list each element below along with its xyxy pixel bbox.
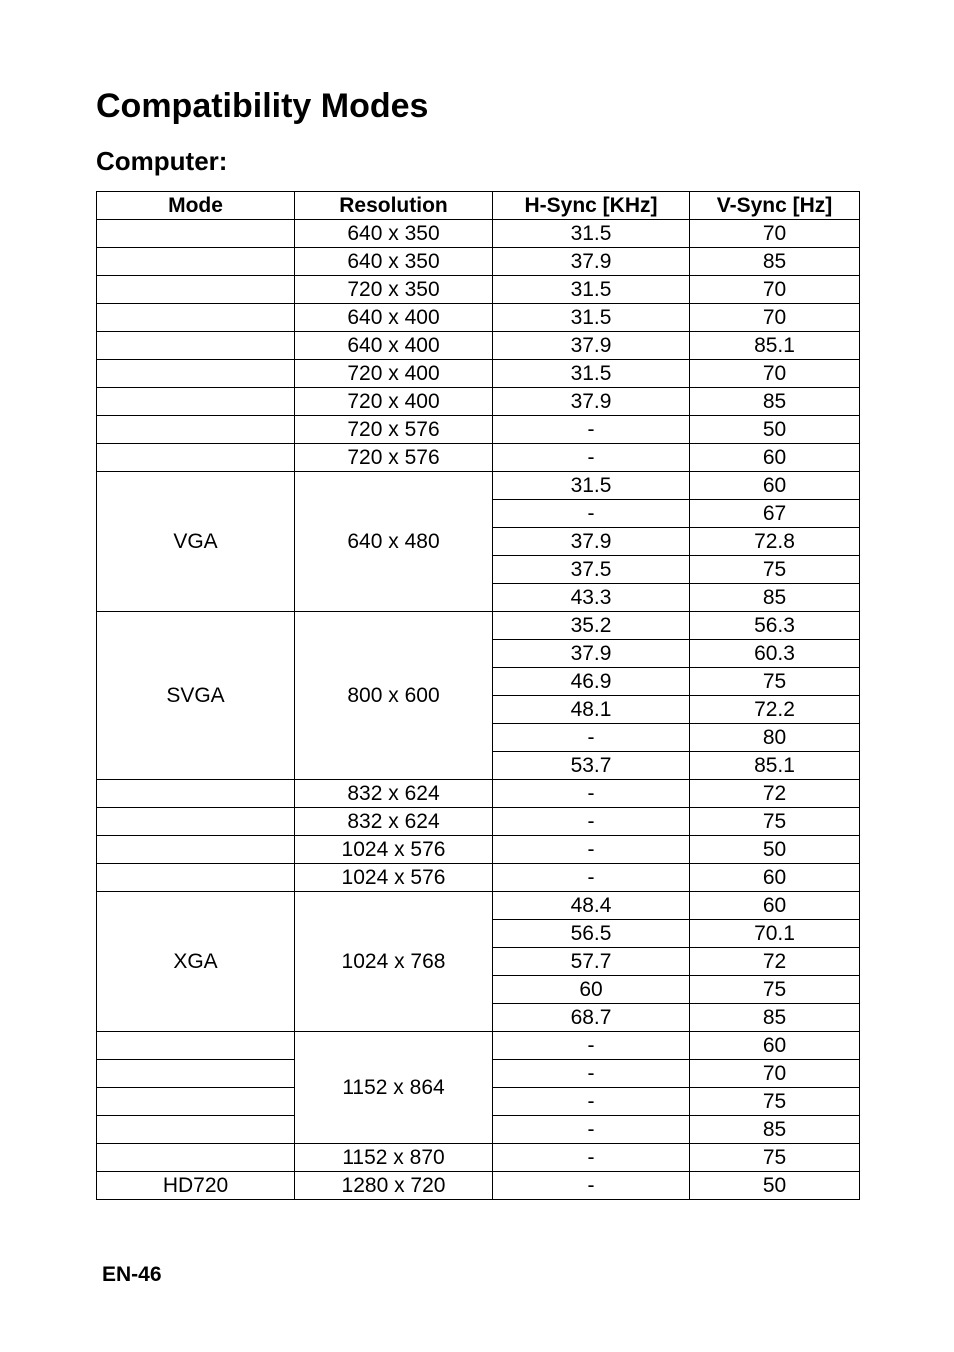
table-header-row [97,192,860,220]
hsync-cell: 37.9 [493,528,690,556]
compatibility-table [96,191,860,1200]
table-row [97,1032,860,1060]
mode-cell [97,1032,295,1060]
mode-cell [97,248,295,276]
resolution-cell: 640 x 480 [295,472,493,612]
mode-cell [97,1088,295,1116]
hsync-cell: - [493,1032,690,1060]
hsync-cell: - [493,1172,690,1200]
table-body [97,220,860,1200]
vsync-cell: 75 [690,808,860,836]
vsync-cell: 85 [690,248,860,276]
hsync-cell: 46.9 [493,668,690,696]
hsync-cell: 31.5 [493,276,690,304]
vsync-cell: 60 [690,864,860,892]
hsync-cell: 37.9 [493,640,690,668]
resolution-cell: 640 x 350 [295,220,493,248]
resolution-cell: 720 x 400 [295,360,493,388]
vsync-cell: 70 [690,1060,860,1088]
vsync-cell: 70 [690,360,860,388]
hsync-cell: 60 [493,976,690,1004]
table-row [97,836,860,864]
resolution-cell: 640 x 400 [295,304,493,332]
resolution-cell: 1152 x 864 [295,1032,493,1144]
section-title: Computer: [96,146,228,176]
table-row [97,360,860,388]
hsync-cell: - [493,864,690,892]
hsync-cell: 48.1 [493,696,690,724]
table-row [97,472,860,500]
mode-cell [97,416,295,444]
hsync-cell: 31.5 [493,360,690,388]
table-row [97,276,860,304]
mode-cell: VGA [97,472,295,612]
mode-cell [97,1144,295,1172]
resolution-cell: 640 x 350 [295,248,493,276]
hsync-cell: 57.7 [493,948,690,976]
vsync-cell: 72 [690,948,860,976]
table-row [97,612,860,640]
hsync-cell: 37.9 [493,248,690,276]
hsync-cell: - [493,1088,690,1116]
table-row [97,1172,860,1200]
mode-cell [97,332,295,360]
vsync-cell: 70 [690,276,860,304]
vsync-cell: 60 [690,892,860,920]
vsync-cell: 60 [690,1032,860,1060]
hsync-cell: 56.5 [493,920,690,948]
mode-cell [97,304,295,332]
vsync-cell: 50 [690,836,860,864]
header-vsync: V-Sync [Hz] [690,192,860,220]
hsync-cell: - [493,808,690,836]
mode-cell [97,388,295,416]
hsync-cell: 37.5 [493,556,690,584]
hsync-cell: 48.4 [493,892,690,920]
header-hsync: H-Sync [KHz] [493,192,690,220]
vsync-cell: 85 [690,388,860,416]
hsync-cell: - [493,780,690,808]
vsync-cell: 85 [690,1116,860,1144]
vsync-cell: 72.8 [690,528,860,556]
hsync-cell: 35.2 [493,612,690,640]
table-row [97,808,860,836]
resolution-cell: 1280 x 720 [295,1172,493,1200]
hsync-cell: - [493,836,690,864]
resolution-cell: 1152 x 870 [295,1144,493,1172]
vsync-cell: 75 [690,1088,860,1116]
table-row [97,248,860,276]
hsync-cell: - [493,444,690,472]
hsync-cell: 53.7 [493,752,690,780]
hsync-cell: 31.5 [493,220,690,248]
mode-cell [97,444,295,472]
resolution-cell: 800 x 600 [295,612,493,780]
mode-cell: HD720 [97,1172,295,1200]
vsync-cell: 85 [690,1004,860,1032]
header-resolution: Resolution [295,192,493,220]
vsync-cell: 85.1 [690,332,860,360]
table-row [97,864,860,892]
mode-cell [97,360,295,388]
hsync-cell: 37.9 [493,332,690,360]
vsync-cell: 85 [690,584,860,612]
resolution-cell: 1024 x 576 [295,836,493,864]
vsync-cell: 60 [690,472,860,500]
resolution-cell: 1024 x 768 [295,892,493,1032]
table-row [97,332,860,360]
hsync-cell: 43.3 [493,584,690,612]
vsync-cell: 60.3 [690,640,860,668]
mode-cell [97,864,295,892]
mode-cell [97,836,295,864]
mode-cell [97,220,295,248]
hsync-cell: - [493,724,690,752]
vsync-cell: 72.2 [690,696,860,724]
hsync-cell: 31.5 [493,304,690,332]
table-row [97,780,860,808]
vsync-cell: 60 [690,444,860,472]
header-mode: Mode [97,192,295,220]
hsync-cell: - [493,1144,690,1172]
vsync-cell: 70 [690,304,860,332]
vsync-cell: 50 [690,1172,860,1200]
vsync-cell: 56.3 [690,612,860,640]
mode-cell: SVGA [97,612,295,780]
vsync-cell: 70.1 [690,920,860,948]
hsync-cell: 68.7 [493,1004,690,1032]
vsync-cell: 75 [690,556,860,584]
table-row [97,892,860,920]
vsync-cell: 75 [690,976,860,1004]
resolution-cell: 640 x 400 [295,332,493,360]
table-row [97,444,860,472]
hsync-cell: - [493,1116,690,1144]
vsync-cell: 85.1 [690,752,860,780]
vsync-cell: 50 [690,416,860,444]
table-row [97,416,860,444]
table-row [97,1144,860,1172]
resolution-cell: 720 x 400 [295,388,493,416]
page-title: Compatibility Modes [96,87,429,125]
hsync-cell: - [493,1060,690,1088]
hsync-cell: - [493,500,690,528]
mode-cell [97,808,295,836]
table-row [97,220,860,248]
vsync-cell: 75 [690,1144,860,1172]
page-number: EN-46 [102,1263,162,1286]
resolution-cell: 832 x 624 [295,780,493,808]
mode-cell [97,1116,295,1144]
vsync-cell: 70 [690,220,860,248]
vsync-cell: 72 [690,780,860,808]
resolution-cell: 832 x 624 [295,808,493,836]
resolution-cell: 720 x 350 [295,276,493,304]
table-row [97,388,860,416]
mode-cell [97,780,295,808]
hsync-cell: 37.9 [493,388,690,416]
resolution-cell: 720 x 576 [295,444,493,472]
resolution-cell: 720 x 576 [295,416,493,444]
vsync-cell: 80 [690,724,860,752]
table-header [97,192,860,220]
vsync-cell: 67 [690,500,860,528]
table-row [97,304,860,332]
resolution-cell: 1024 x 576 [295,864,493,892]
hsync-cell: - [493,416,690,444]
mode-cell [97,276,295,304]
hsync-cell: 31.5 [493,472,690,500]
mode-cell: XGA [97,892,295,1032]
mode-cell [97,1060,295,1088]
vsync-cell: 75 [690,668,860,696]
